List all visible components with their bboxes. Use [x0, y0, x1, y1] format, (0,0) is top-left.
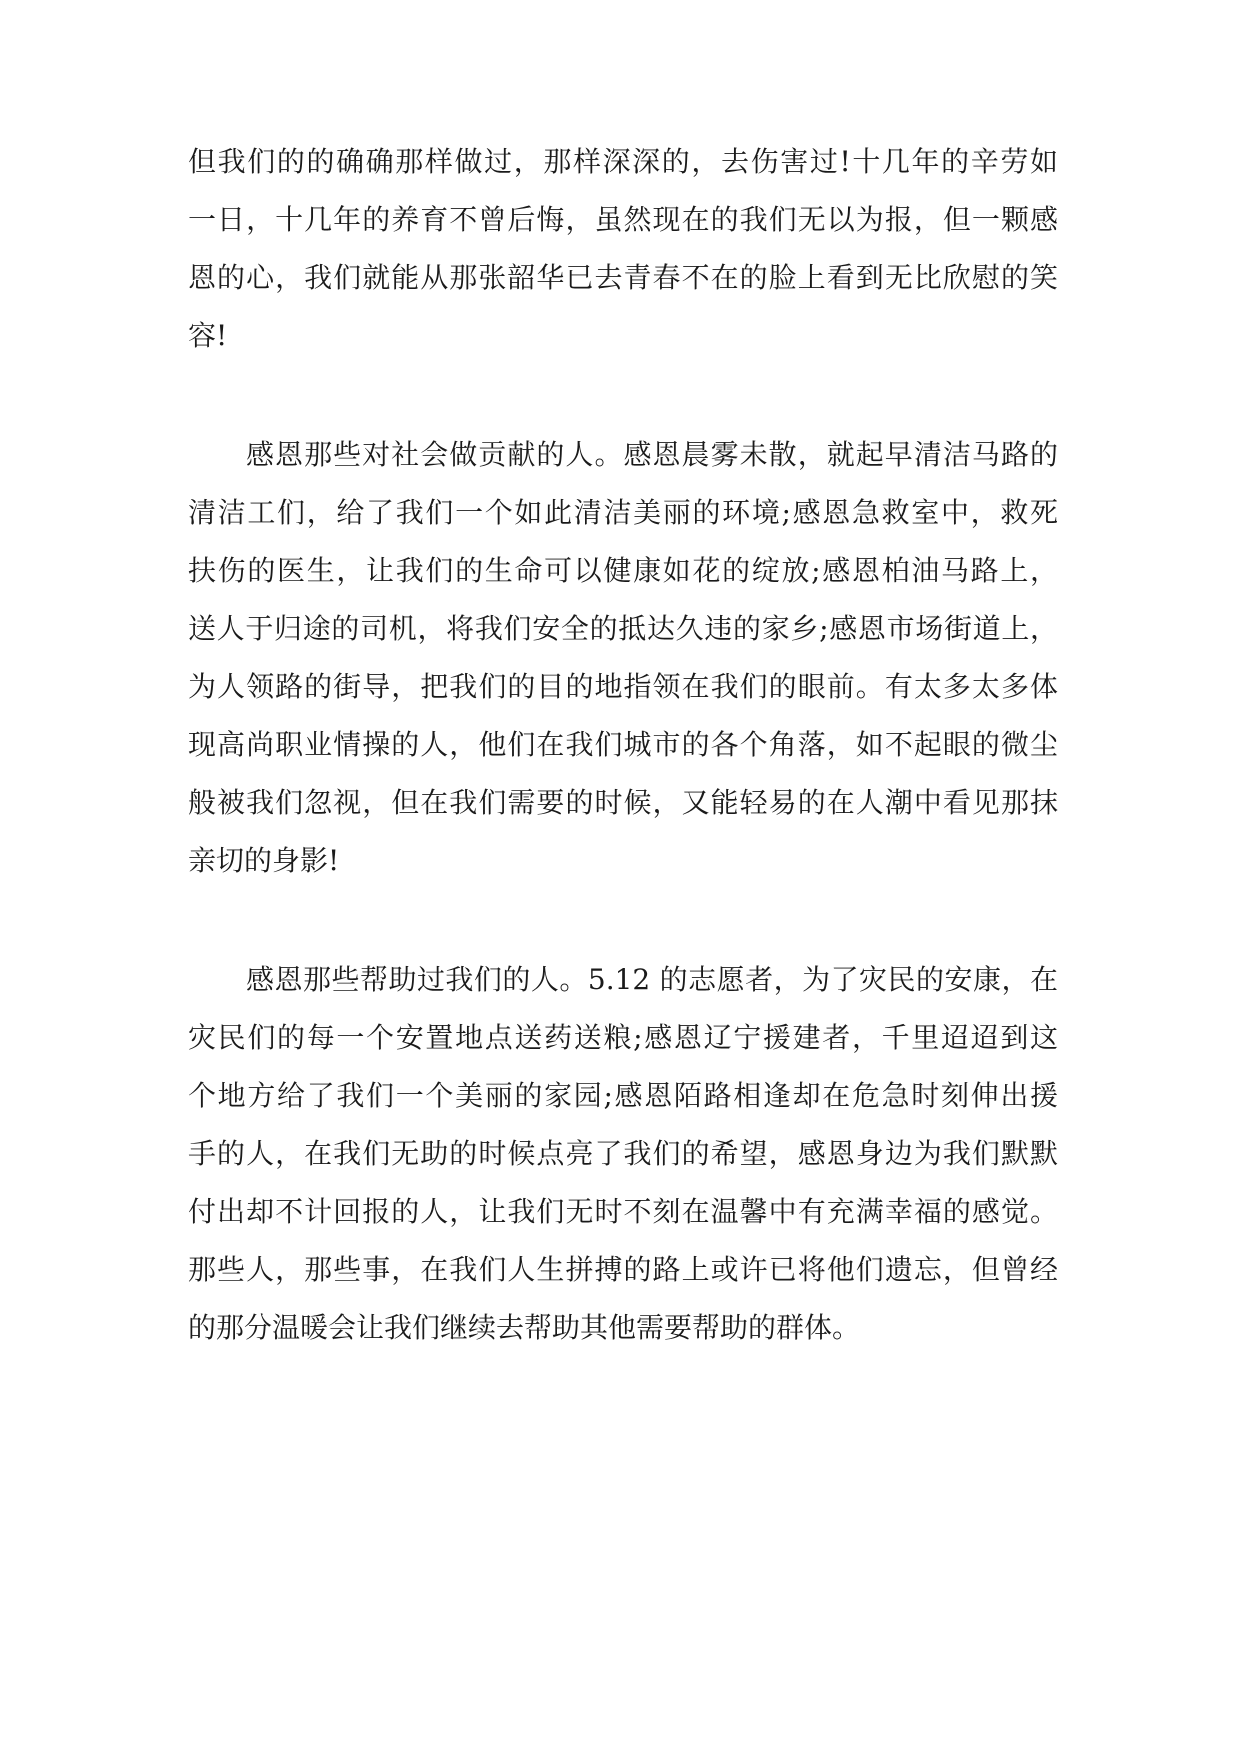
text-line: 那些人，那些事，在我们人生拼搏的路上或许已将他们遗忘，但曾经 — [188, 1253, 1058, 1286]
text-line: 付出却不计回报的人，让我们无时不刻在温馨中有充满幸福的感觉。 — [188, 1195, 1058, 1228]
text-line: 感恩那些帮助过我们的人。5.12 的志愿者，为了灾民的安康，在 — [246, 963, 1058, 996]
text-line: 送人于归途的司机，将我们安全的抵达久违的家乡;感恩市场街道上， — [188, 612, 1058, 645]
text-line: 个地方给了我们一个美丽的家园;感恩陌路相逢却在危急时刻伸出援 — [188, 1079, 1058, 1112]
text-line: 般被我们忽视，但在我们需要的时候，又能轻易的在人潮中看见那抹 — [188, 786, 1058, 819]
text-line: 感恩那些对社会做贡献的人。感恩晨雾未散，就起早清洁马路的 — [246, 438, 1058, 471]
text-line: 灾民们的每一个安置地点送药送粮;感恩辽宁援建者，千里迢迢到这 — [188, 1021, 1058, 1054]
text-line: 手的人，在我们无助的时候点亮了我们的希望，感恩身边为我们默默 — [188, 1137, 1058, 1170]
text-line: 容! — [188, 319, 228, 352]
text-line: 恩的心，我们就能从那张韶华已去青春不在的脸上看到无比欣慰的笑 — [188, 261, 1058, 294]
text-line: 但我们的的确确那样做过，那样深深的，去伤害过!十几年的辛劳如 — [188, 145, 1058, 178]
text-line: 一日，十几年的养育不曾后悔，虽然现在的我们无以为报，但一颗感 — [188, 203, 1058, 236]
text-line: 的那分温暖会让我们继续去帮助其他需要帮助的群体。 — [188, 1311, 861, 1344]
text-line: 现高尚职业情操的人，他们在我们城市的各个角落，如不起眼的微尘 — [188, 728, 1058, 761]
text-line: 为人领路的街导，把我们的目的地指领在我们的眼前。有太多太多体 — [188, 670, 1058, 703]
text-line: 扶伤的医生，让我们的生命可以健康如花的绽放;感恩柏油马路上， — [188, 554, 1058, 587]
text-line: 亲切的身影! — [188, 844, 340, 877]
text-line: 清洁工们，给了我们一个如此清洁美丽的环境;感恩急救室中，救死 — [188, 496, 1058, 529]
